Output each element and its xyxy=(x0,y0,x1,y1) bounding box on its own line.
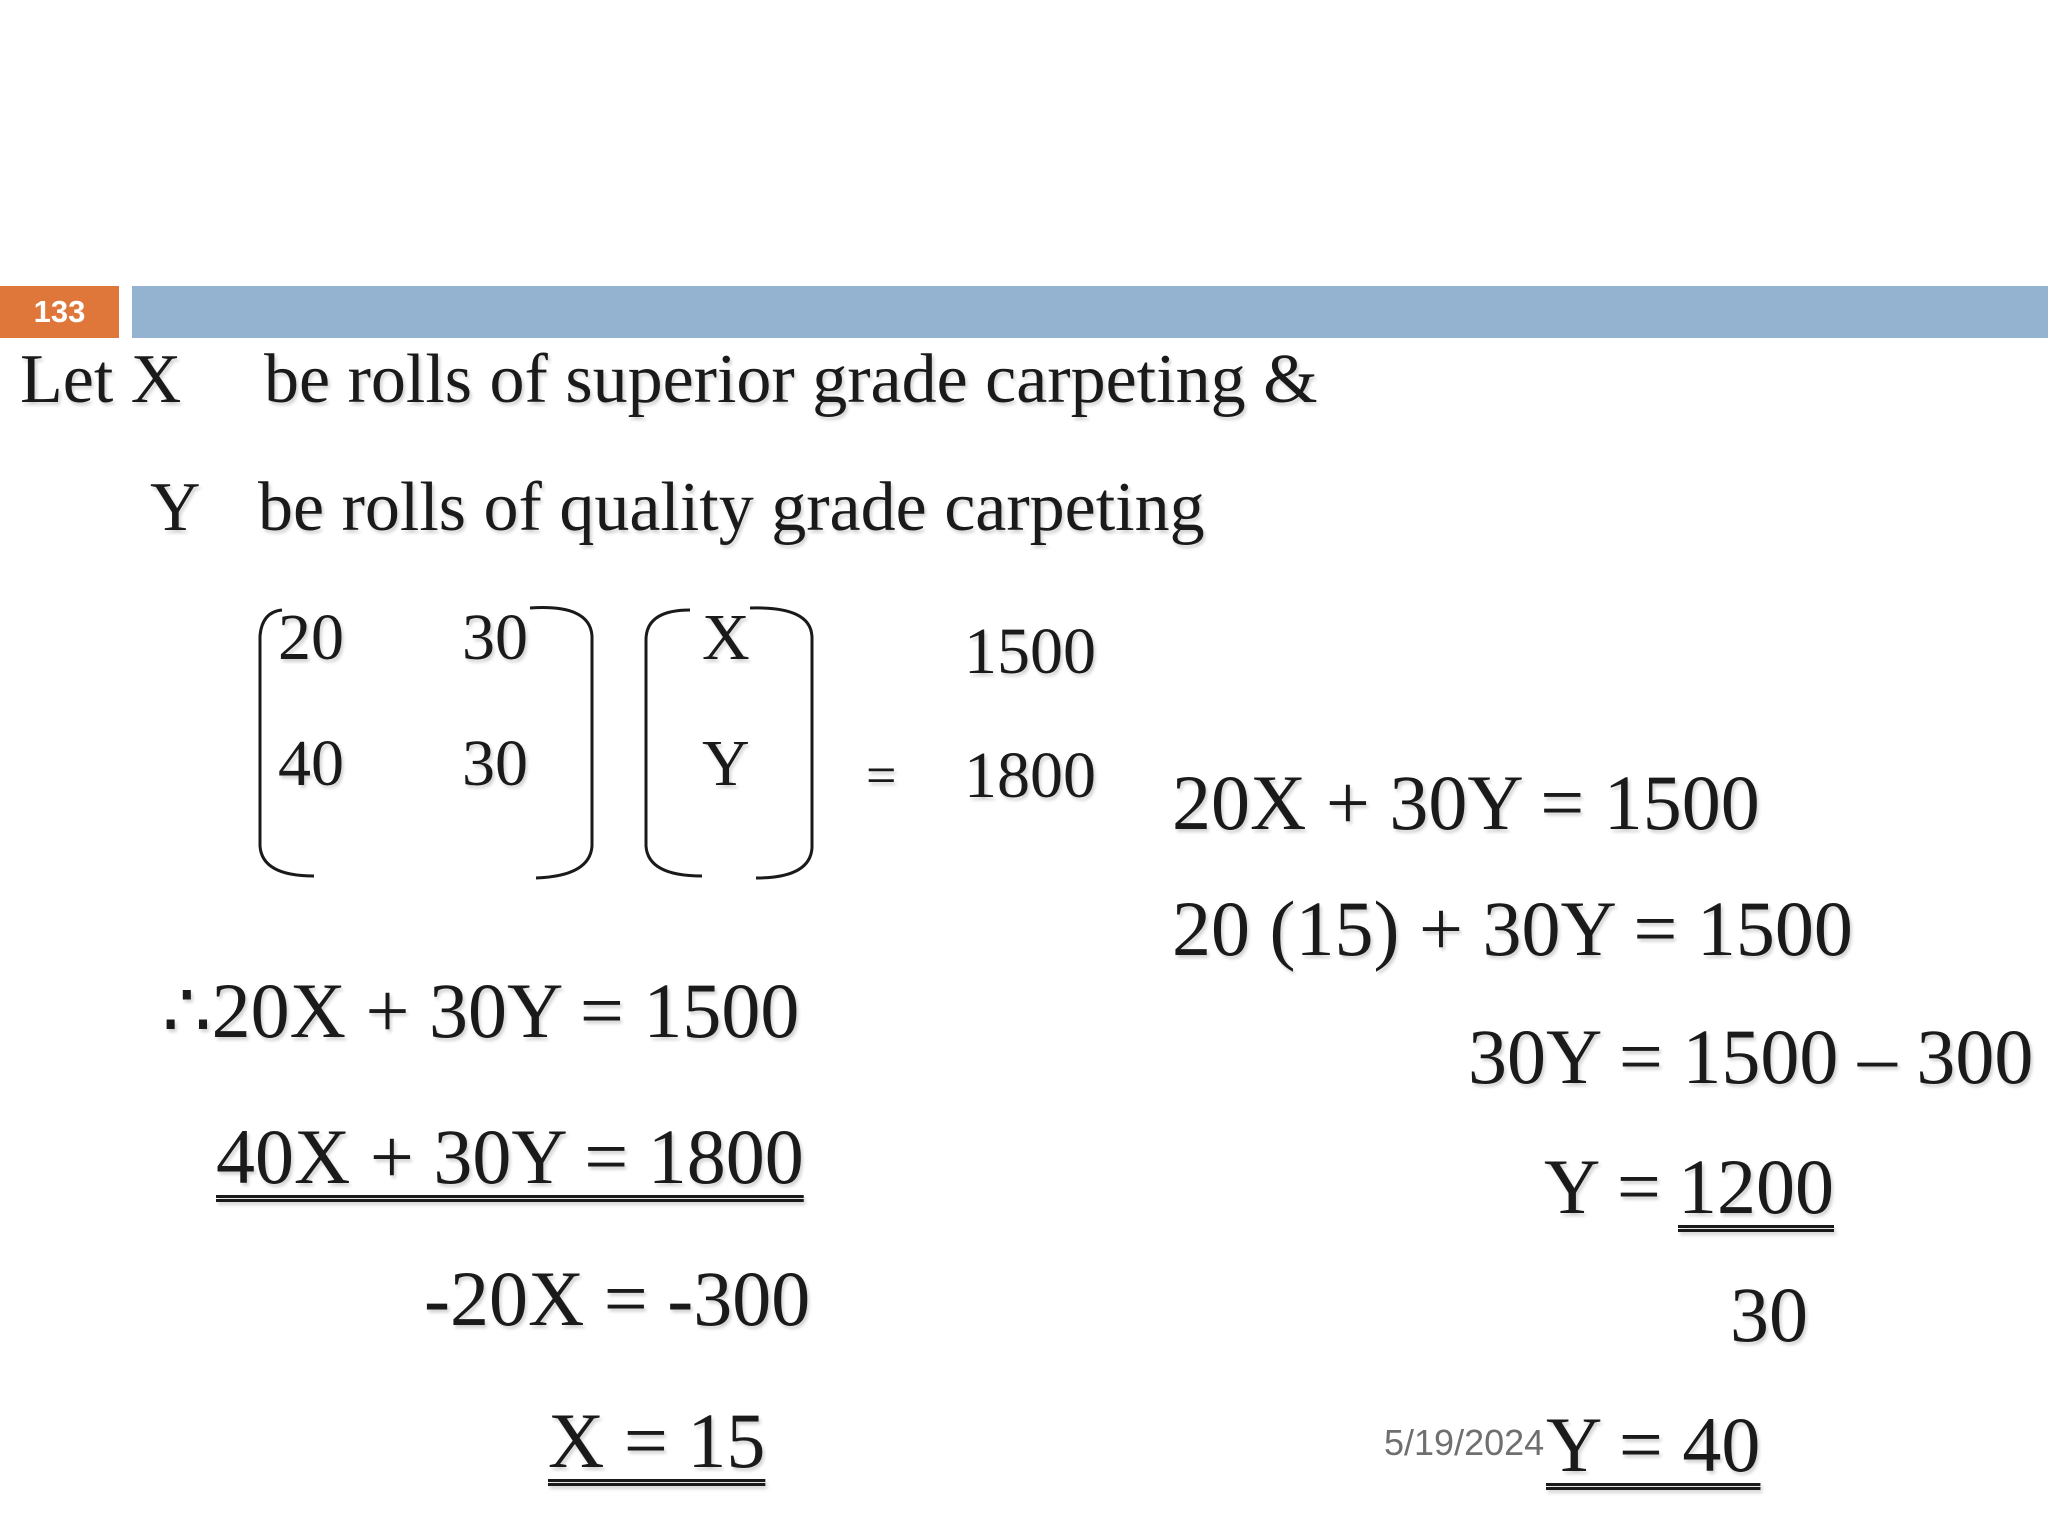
intro-line1-text: be rolls of superior grade carpeting & xyxy=(264,341,1318,418)
matrix-equals: = xyxy=(866,745,897,805)
right-eq4-numerator: 1200 xyxy=(1678,1143,1834,1230)
matrix-r2: 1800 xyxy=(964,739,1096,812)
matrix-a21: 40 xyxy=(278,727,344,800)
matrix-a11: 20 xyxy=(278,601,344,674)
left-eq3: -20X = -300 xyxy=(424,1255,811,1342)
matrix-v1: X xyxy=(702,601,750,674)
intro-line2-text: be rolls of quality grade carpeting xyxy=(258,469,1205,546)
intro-line2-prefix: Y xyxy=(150,469,201,546)
right-eq3: 30Y = 1500 – 300 xyxy=(1468,1013,2034,1100)
left-eq2: 40X + 30Y = 1800 xyxy=(216,1113,804,1200)
slide-number: 133 xyxy=(0,286,119,338)
left-eq1: ∴20X + 30Y = 1500 xyxy=(162,967,800,1054)
right-eq4-denominator: 30 xyxy=(1730,1271,1808,1358)
matrix-a12: 30 xyxy=(462,601,528,674)
intro-line1-prefix: Let X xyxy=(20,341,182,418)
header-bar xyxy=(132,286,2048,338)
right-eq4-lhs: Y = xyxy=(1544,1143,1661,1230)
right-eq2: 20 (15) + 30Y = 1500 xyxy=(1172,885,1853,972)
matrix-r1: 1500 xyxy=(964,615,1096,688)
left-eq4: X = 15 xyxy=(548,1397,766,1484)
right-eq1: 20X + 30Y = 1500 xyxy=(1172,759,1760,846)
slide-date: 5/19/2024 xyxy=(1384,1422,1545,1463)
right-eq5: Y = 40 xyxy=(1546,1401,1761,1488)
matrix-a22: 30 xyxy=(462,727,528,800)
matrix-v2: Y xyxy=(702,727,750,800)
